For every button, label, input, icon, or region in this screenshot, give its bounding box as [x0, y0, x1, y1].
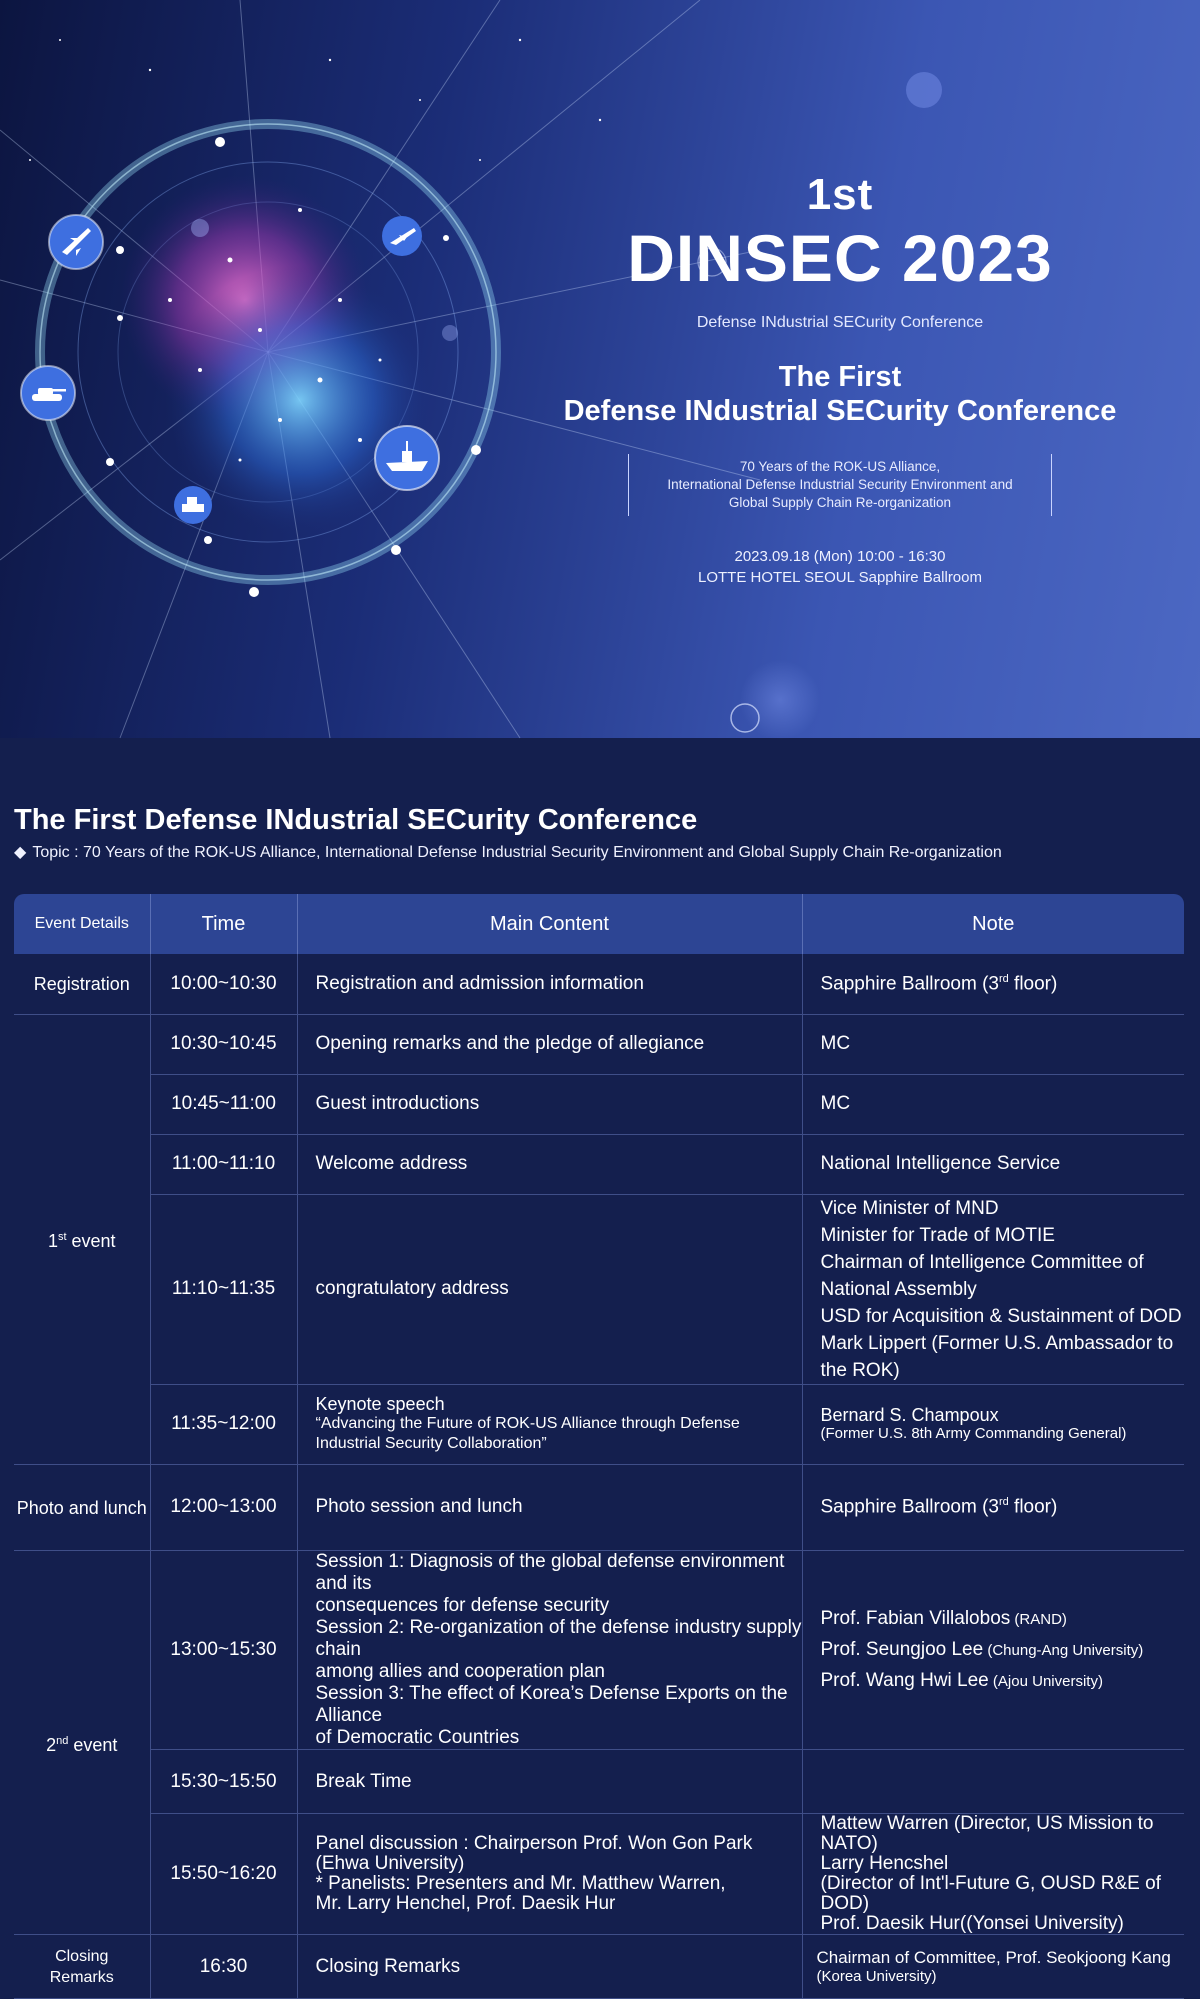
content-cell: Closing Remarks — [297, 1935, 802, 1999]
table-row — [14, 954, 1184, 1014]
content-line: Panel discussion : Chairperson Prof. Won Gon Park — [315, 1833, 753, 1854]
event-label: event — [66, 1231, 116, 1252]
event-number: 2 — [46, 1734, 57, 1755]
content-line: (Ehwa University) — [315, 1853, 465, 1874]
time-cell: 11:00~11:10 — [150, 1134, 297, 1194]
note-text: Sapphire Ballroom (3 — [820, 972, 999, 994]
table-row — [14, 1814, 1184, 1935]
header-main-content: Main Content — [297, 894, 802, 954]
hero-topic-line3: Global Supply Chain Re-organization — [728, 495, 952, 510]
hero-full-name-line1: The First — [778, 361, 902, 393]
event-closing: Closing Remarks — [14, 1935, 150, 1999]
program-topic — [14, 842, 1186, 864]
table-row — [14, 1935, 1184, 1999]
note-line: (Korea University) — [816, 1967, 937, 1985]
hero-full-name — [540, 360, 1140, 428]
diamond-bullet-icon: ◆ — [14, 844, 27, 861]
time-cell: 10:00~10:30 — [150, 954, 297, 1014]
hero-topic-line1: 70 Years of the ROK-US Alliance, — [739, 459, 941, 474]
content-line: Session 1: Diagnosis of the global defense environment and its — [315, 1551, 785, 1594]
event-registration: Registration — [14, 954, 150, 1014]
hero-topic — [628, 454, 1052, 516]
event-second — [14, 1551, 150, 1935]
speaker-affiliation: (RAND) — [1010, 1610, 1067, 1628]
header-note: Note — [802, 894, 1184, 954]
time-cell: 15:30~15:50 — [150, 1750, 297, 1814]
note-cell-empty — [802, 1750, 1184, 1814]
aircraft-icon — [381, 215, 423, 257]
program-title: The First Defense INdustrial SECurity Conference — [14, 804, 698, 836]
note-cell — [802, 1465, 1184, 1551]
content-line: * Panelists: Presenters and Mr. Matthew Warren, — [315, 1873, 726, 1894]
table-row — [14, 1074, 1184, 1134]
event-photo-lunch: Photo and lunch — [14, 1465, 150, 1551]
note-cell: MC — [802, 1014, 1184, 1074]
content-line: consequences for defense security — [315, 1595, 610, 1616]
event-number: 1 — [47, 1231, 58, 1252]
table-row — [14, 1384, 1184, 1464]
warship-icon — [374, 425, 440, 491]
hero-title: DINSEC 2023 — [627, 221, 1053, 295]
table-row — [14, 1750, 1184, 1814]
event-superscript: nd — [56, 1734, 69, 1747]
hero-subtitle: Defense INdustrial SECurity Conference — [696, 314, 984, 331]
hero-banner — [0, 0, 1200, 738]
note-cell: MC — [802, 1074, 1184, 1134]
missile-launcher-icon — [173, 485, 213, 525]
header-time: Time — [150, 894, 297, 954]
table-row — [14, 1134, 1184, 1194]
content-line: among allies and cooperation plan — [315, 1661, 605, 1682]
note-line: Prof. Daesik Hur((Yonsei University) — [820, 1913, 1124, 1934]
note-superscript: rd — [998, 972, 1009, 985]
time-cell: 12:00~13:00 — [150, 1465, 297, 1551]
note-line: Chairman of Intelligence Committee of National Assembly — [820, 1251, 1144, 1300]
note-text-end: floor) — [1008, 1496, 1058, 1518]
speaker-line — [821, 1604, 1185, 1635]
speaker-affiliation: (Chung-Ang University) — [983, 1641, 1144, 1659]
table-row — [14, 1465, 1184, 1551]
content-line: “Advancing the Future of ROK-US Alliance through Defense — [315, 1415, 740, 1432]
time-cell: 15:50~16:20 — [150, 1814, 297, 1935]
note-line: USD for Acquisition & Sustainment of DOD — [820, 1305, 1182, 1327]
time-cell: 16:30 — [150, 1935, 297, 1999]
note-cell — [802, 1384, 1184, 1464]
content-line: of Democratic Countries — [315, 1727, 520, 1748]
content-cell: Photo session and lunch — [297, 1465, 802, 1551]
speaker-name: Prof. Seungjoo Lee — [820, 1638, 984, 1660]
content-line: Session 2: Re-organization of the defense industry supply chain — [315, 1617, 802, 1660]
note-line: Vice Minister of MND — [820, 1197, 999, 1219]
speaker-name: Prof. Fabian Villalobos — [820, 1607, 1011, 1629]
speaker-affiliation: (Ajou University) — [988, 1672, 1103, 1690]
content-line: Industrial Security Collaboration” — [315, 1435, 547, 1452]
content-cell: Break Time — [297, 1750, 802, 1814]
speaker-name: Prof. Wang Hwi Lee — [820, 1669, 989, 1691]
content-cell — [297, 1814, 802, 1935]
note-text: Sapphire Ballroom (3 — [820, 1496, 999, 1518]
note-line: Bernard S. Champoux — [820, 1405, 999, 1425]
program-section — [0, 738, 1200, 1999]
note-cell: National Intelligence Service — [802, 1134, 1184, 1194]
content-cell: Welcome address — [297, 1134, 802, 1194]
hero-topic-line2: International Defense Industrial Security Environment and — [667, 477, 1013, 492]
note-line: Minister for Trade of MOTIE — [820, 1224, 1055, 1246]
note-line: (Former U.S. 8th Army Commanding General) — [820, 1425, 1127, 1442]
content-cell: Opening remarks and the pledge of allegiance — [297, 1014, 802, 1074]
hero-venue: LOTTE HOTEL SEOUL Sapphire Ballroom — [698, 569, 982, 586]
speaker-line — [821, 1666, 1185, 1697]
schedule-table — [14, 894, 1184, 1999]
time-cell: 10:45~11:00 — [150, 1074, 297, 1134]
note-cell — [802, 1551, 1184, 1750]
note-line: Mark Lippert (Former U.S. Ambassador to the ROK) — [820, 1332, 1174, 1381]
event-superscript: st — [57, 1231, 67, 1244]
table-row — [14, 1551, 1184, 1750]
hero-full-name-line2: Defense INdustrial SECurity Conference — [563, 395, 1117, 427]
content-cell — [297, 1551, 802, 1750]
time-cell: 11:10~11:35 — [150, 1194, 297, 1384]
speaker-line — [821, 1635, 1185, 1666]
content-line: Session 3: The effect of Korea’s Defense Exports on the Alliance — [315, 1683, 788, 1726]
content-cell: congratulatory address — [297, 1194, 802, 1384]
note-cell — [802, 954, 1184, 1014]
event-first — [14, 1014, 150, 1465]
time-cell: 11:35~12:00 — [150, 1384, 297, 1464]
hero-date: 2023.09.18 (Mon) 10:00 - 16:30 — [734, 548, 946, 565]
time-cell: 13:00~15:30 — [150, 1551, 297, 1750]
hero-text-block — [540, 170, 1140, 588]
content-cell — [297, 1384, 802, 1464]
note-superscript: rd — [998, 1496, 1009, 1509]
note-cell — [802, 1194, 1184, 1384]
note-text-end: floor) — [1008, 972, 1058, 994]
note-line: (Director of Int'l-Future G, OUSD R&E of DOD) — [820, 1873, 1161, 1914]
note-line: Larry Hencshel — [820, 1853, 949, 1874]
tank-icon — [20, 365, 76, 421]
time-cell: 10:30~10:45 — [150, 1014, 297, 1074]
header-event-details: Event Details — [14, 894, 150, 954]
hero-ordinal: 1st — [806, 170, 874, 219]
program-topic-text: Topic : 70 Years of the ROK-US Alliance, International Defense Industrial Security Environment and Global Supply Chain Re-organization — [32, 844, 1002, 861]
content-line: Keynote speech — [315, 1394, 445, 1414]
hero-datetime — [540, 546, 1140, 588]
content-cell: Registration and admission information — [297, 954, 802, 1014]
table-header-row — [14, 894, 1184, 954]
table-row — [14, 1194, 1184, 1384]
fighter-jet-icon — [48, 214, 104, 270]
content-line: Mr. Larry Henchel, Prof. Daesik Hur — [315, 1893, 616, 1914]
note-line: Chairman of Committee, Prof. Seokjoong Kang — [816, 1947, 1171, 1967]
event-label: event — [68, 1734, 118, 1755]
content-cell: Guest introductions — [297, 1074, 802, 1134]
note-cell — [802, 1935, 1184, 1999]
note-cell — [802, 1814, 1184, 1935]
note-line: Mattew Warren (Director, US Mission to NATO) — [820, 1813, 1154, 1854]
table-row — [14, 1014, 1184, 1074]
